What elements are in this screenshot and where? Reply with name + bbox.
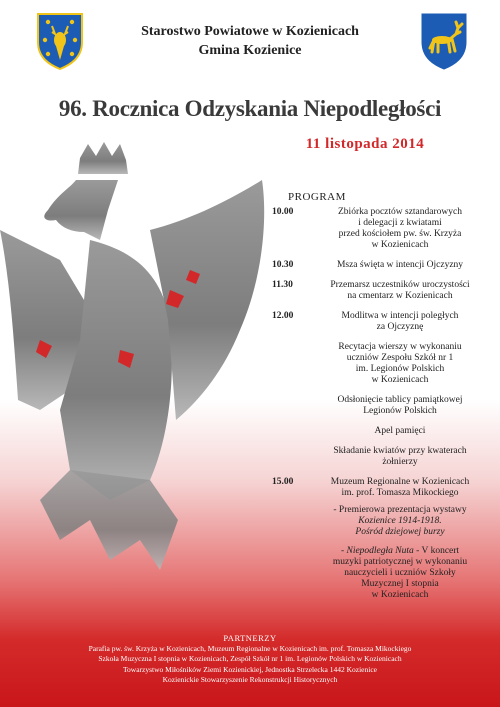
program-item [272,342,492,386]
exhibition-title: Kozienice 1914-1918. Pośród dziejowej burzy [355,516,445,537]
white-eagle-emblem-icon [0,140,280,580]
program-time [272,395,308,417]
concert-description: - V koncert muzyki patriotycznej w wykonaniu nauczycieli i uczniów Szkoły Muzycznej I stopnia w Kozienicach [332,546,468,600]
program-text: Odsłonięcie tablicy pamiątkowej Legionów Polskich [337,395,463,416]
program-item [272,260,492,271]
program-time [272,342,308,386]
program-text: Apel pamięci [374,426,426,436]
program-subitem-concert [308,546,492,601]
program-item [272,311,492,333]
program-item [272,395,492,417]
program-time [272,446,308,468]
program-text: Modlitwa w intencji poległych za Ojczyznę [341,311,459,332]
event-date: 11 listopada 2014 [305,136,425,152]
program-text: Zbiórka pocztów sztandarowych i delegacji z kwiatami przed kościołem pw. św. Krzyża w Kozienicach [338,207,462,250]
program-text: Msza święta w intencji Ojczyzny [336,260,464,270]
organizer-line-1: Starostwo Powiatowe w Kozienicach [141,24,359,39]
program-time: 10.30 [272,260,294,270]
program-item [272,280,492,302]
partners-section [0,633,500,686]
program-time [272,426,308,437]
partners-heading: PARTNERZY [223,633,277,643]
sub-prefix: - Premierowa prezentacja wystawy [333,505,467,515]
program-item [272,477,492,499]
program-text: Recytacja wierszy w wykonaniu uczniów Zespołu Szkół nr 1 im. Legionów Polskich w Kozienicach [338,342,462,385]
program-time: 15.00 [272,477,294,487]
concert-title: - Niepodległa Nuta [340,546,414,556]
program-time: 11.30 [272,280,293,290]
program-text: Muzeum Regionalne w Kozienicach im. prof. Tomasza Mikockiego [330,477,470,498]
program-text: Przemarsz uczestników uroczystości na cmentarz w Kozienicach [330,280,470,301]
program-list [272,192,492,609]
program-item [272,207,492,251]
partner-line: Szkoła Muzyczna I stopnia w Kozienicach, Zespół Szkół nr 1 im. Legionów Polskich w Kozienicach [98,654,402,663]
program-heading: PROGRAM [288,191,346,203]
header [0,22,500,60]
page-title: 96. Rocznica Odzyskania Niepodległości [58,96,442,121]
partner-line: Kozienickie Stowarzyszenie Rekonstrukcji Historycznych [162,675,338,684]
program-item [272,426,492,437]
program-time: 12.00 [272,311,294,321]
program-item [272,446,492,468]
partner-line: Towarzystwo Miłośników Ziemi Kozienickiej, Jednostka Strzelecka 1442 Kozienice [123,664,377,674]
partner-line: Parafia pw. św. Krzyża w Kozienicach, Muzeum Regionalne w Kozienicach im. prof. Tomasza Mikockiego [88,643,412,653]
program-subitem-exhibition [308,505,492,538]
organizer-line-2: Gmina Kozienice [198,43,302,58]
program-time: 10.00 [272,207,294,217]
program-text: Składanie kwiatów przy kwaterach żołnierzy [333,446,467,467]
